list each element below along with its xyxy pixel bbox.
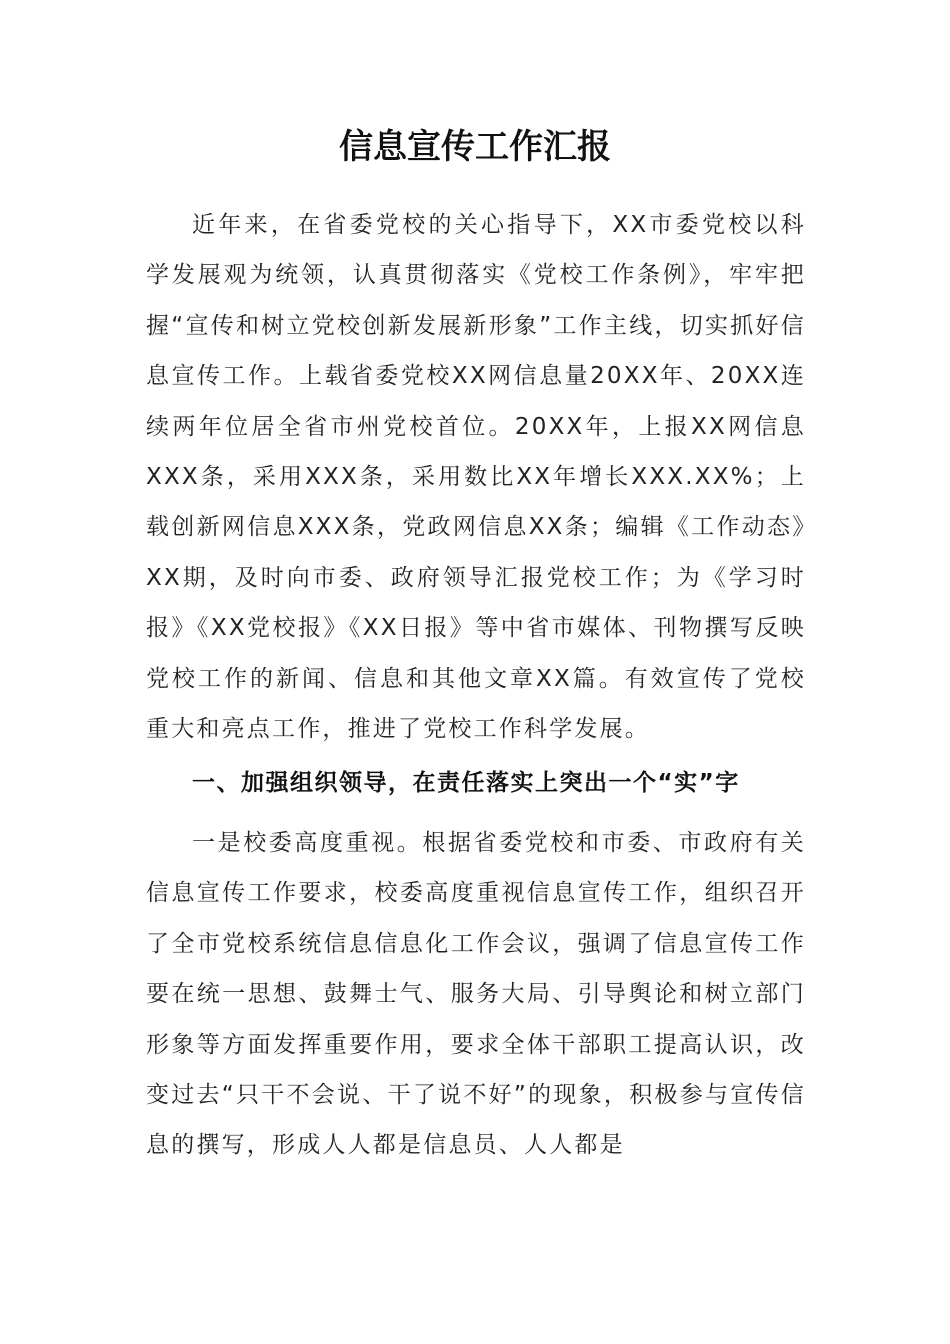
section-heading: 一、加强组织领导，在责任落实上突出一个“实”字 [192, 770, 740, 796]
intro-paragraph: 近年来，在省委党校的关心指导下，XX市委党校以科学发展观为统领，认真贯彻落实《党校工作条例》，牢牢把握“宣传和树立党校创新发展新形象”工作主线，切实抓好信息宣传工作。上载省委党校XX网信息量20XX年、20XX连续两年位居全省市州党校首位。20XX年，上报XX网信息XXX条，采用XXX条，采用数比XX年增长XXX.XX%；上载创新网信息XXX条，党政网信息XX条；编辑《工作动态》XX期，及时向市委、政府领导汇报党校工作；为《学习时报》《XX党校报》《XX日报》等中省市媒体、刊物撰写反映党校工作的新闻、信息和其他文章XX篇。有效宣传了党校重大和亮点工作，推进了党校工作科学发展。 [146, 212, 806, 743]
document-title: 信息宣传工作汇报 [339, 127, 611, 167]
section-paragraph: 一是校委高度重视。根据省委党校和市委、市政府有关信息宣传工作要求，校委高度重视信息宣传工作，组织召开了全市党校系统信息信息化工作会议，强调了信息宣传工作要在统一思想、鼓舞士气、服务大局、引导舆论和树立部门形象等方面发挥重要作用，要求全体干部职工提高认识，改变过去“只干不会说、干了说不好”的现象，积极参与宣传信息的撰写，形成人人都是信息员、人人都是 [146, 830, 806, 1159]
